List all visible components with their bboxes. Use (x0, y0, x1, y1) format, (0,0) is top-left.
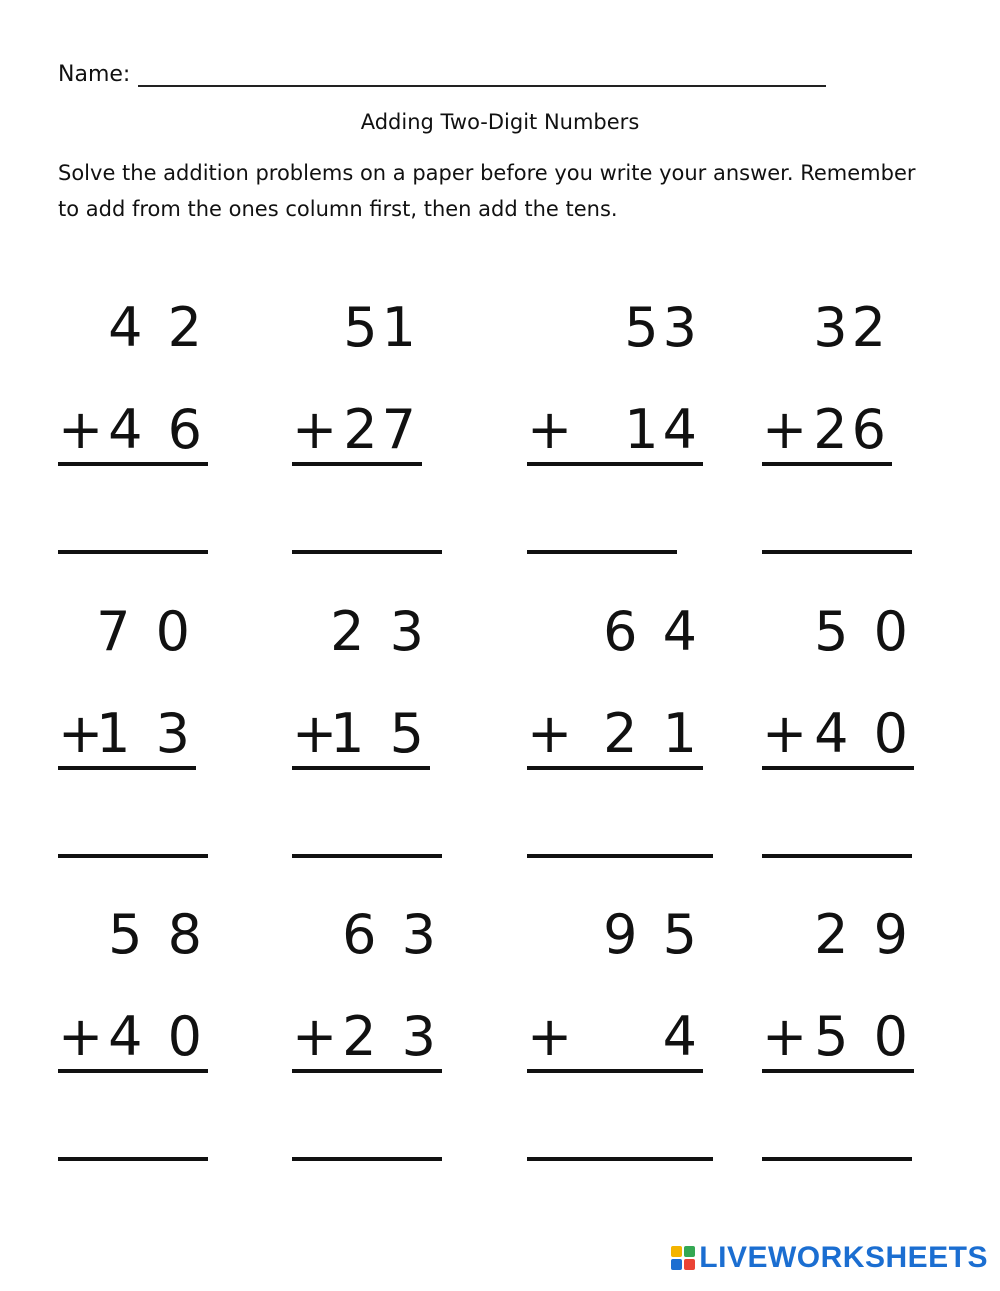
second-addend: 4 0 (814, 702, 912, 765)
answer-input[interactable] (58, 802, 212, 854)
first-addend: 7 0 (96, 600, 194, 663)
second-addend: 1 5 (330, 702, 428, 765)
answer-input[interactable] (527, 498, 681, 550)
plus-sign: + (762, 702, 808, 765)
plus-sign: + (527, 1005, 573, 1068)
addition-problem (527, 298, 703, 588)
second-addend: 4 6 (108, 398, 206, 461)
logo-block (671, 1246, 682, 1257)
sum-bar (762, 462, 892, 466)
answer-line (527, 1157, 713, 1161)
first-addend: 2 3 (330, 600, 428, 663)
answer-line (292, 1157, 442, 1161)
second-addend: 27 (343, 398, 420, 461)
addition-problem (527, 602, 713, 892)
name-field-line[interactable] (138, 65, 826, 87)
addition-problem (762, 905, 914, 1195)
logo-block (684, 1246, 695, 1257)
plus-sign: + (527, 702, 573, 765)
first-addend: 5 0 (814, 600, 912, 663)
answer-input[interactable] (292, 1105, 446, 1157)
answer-line (58, 854, 208, 858)
first-addend: 6 4 (603, 600, 701, 663)
first-addend: 5 8 (108, 903, 206, 966)
answer-line (762, 854, 912, 858)
sum-bar (292, 462, 422, 466)
sum-bar (58, 462, 208, 466)
second-addend: 2 1 (603, 702, 701, 765)
addition-problem (292, 298, 442, 588)
first-addend: 32 (813, 296, 890, 359)
second-addend: 1 3 (96, 702, 194, 765)
sum-bar (292, 766, 430, 770)
first-addend: 2 9 (814, 903, 912, 966)
plus-sign: + (292, 1005, 338, 1068)
plus-sign: + (762, 1005, 808, 1068)
first-addend: 53 (624, 296, 701, 359)
plus-sign: + (58, 398, 104, 461)
first-addend: 9 5 (603, 903, 701, 966)
sum-bar (527, 766, 703, 770)
second-addend: 4 0 (108, 1005, 206, 1068)
liveworksheets-logo (671, 1241, 988, 1275)
first-addend: 6 3 (342, 903, 440, 966)
answer-input[interactable] (58, 498, 212, 550)
answer-input[interactable] (292, 802, 446, 854)
answer-line (58, 550, 208, 554)
answer-line (527, 854, 713, 858)
plus-sign: + (292, 702, 338, 765)
second-addend: 2 3 (342, 1005, 440, 1068)
plus-sign: + (527, 398, 573, 461)
answer-line (762, 550, 912, 554)
addition-problem (762, 602, 914, 892)
second-addend: 26 (813, 398, 890, 461)
plus-sign: + (58, 702, 104, 765)
addition-problem (527, 905, 713, 1195)
sum-bar (58, 766, 196, 770)
answer-input[interactable] (762, 498, 916, 550)
logo-block (671, 1259, 682, 1270)
name-row (58, 62, 826, 87)
first-addend: 4 2 (108, 296, 206, 359)
sum-bar (527, 1069, 703, 1073)
addition-problem (58, 298, 208, 588)
sum-bar (58, 1069, 208, 1073)
addition-problem (58, 602, 208, 892)
plus-sign: + (292, 398, 338, 461)
answer-input[interactable] (762, 802, 916, 854)
answer-line (292, 550, 442, 554)
instructions-text: Solve the addition problems on a paper before you write your answer. Remember to add from the ones column first, then add the tens. (58, 161, 916, 221)
second-addend: 4 (662, 1005, 701, 1068)
answer-input[interactable] (292, 498, 446, 550)
plus-sign: + (58, 1005, 104, 1068)
name-label: Name: (58, 62, 131, 87)
answer-input[interactable] (527, 1105, 717, 1157)
sum-bar (292, 1069, 442, 1073)
logo-blocks-icon (671, 1246, 695, 1270)
answer-line (58, 1157, 208, 1161)
second-addend: 14 (624, 398, 701, 461)
sum-bar (762, 766, 914, 770)
answer-line (527, 550, 677, 554)
answer-input[interactable] (762, 1105, 916, 1157)
sum-bar (527, 462, 703, 466)
addition-problem (762, 298, 912, 588)
logo-text: LIVEWORKSHEETS (699, 1241, 988, 1274)
first-addend: 51 (343, 296, 420, 359)
addition-problem (58, 905, 208, 1195)
logo-block (684, 1259, 695, 1270)
worksheet-title: Adding Two-Digit Numbers (360, 110, 640, 134)
sum-bar (762, 1069, 914, 1073)
addition-problem (292, 602, 442, 892)
answer-line (762, 1157, 912, 1161)
answer-input[interactable] (58, 1105, 212, 1157)
addition-problem (292, 905, 442, 1195)
plus-sign: + (762, 398, 808, 461)
second-addend: 5 0 (814, 1005, 912, 1068)
answer-line (292, 854, 442, 858)
answer-input[interactable] (527, 802, 717, 854)
